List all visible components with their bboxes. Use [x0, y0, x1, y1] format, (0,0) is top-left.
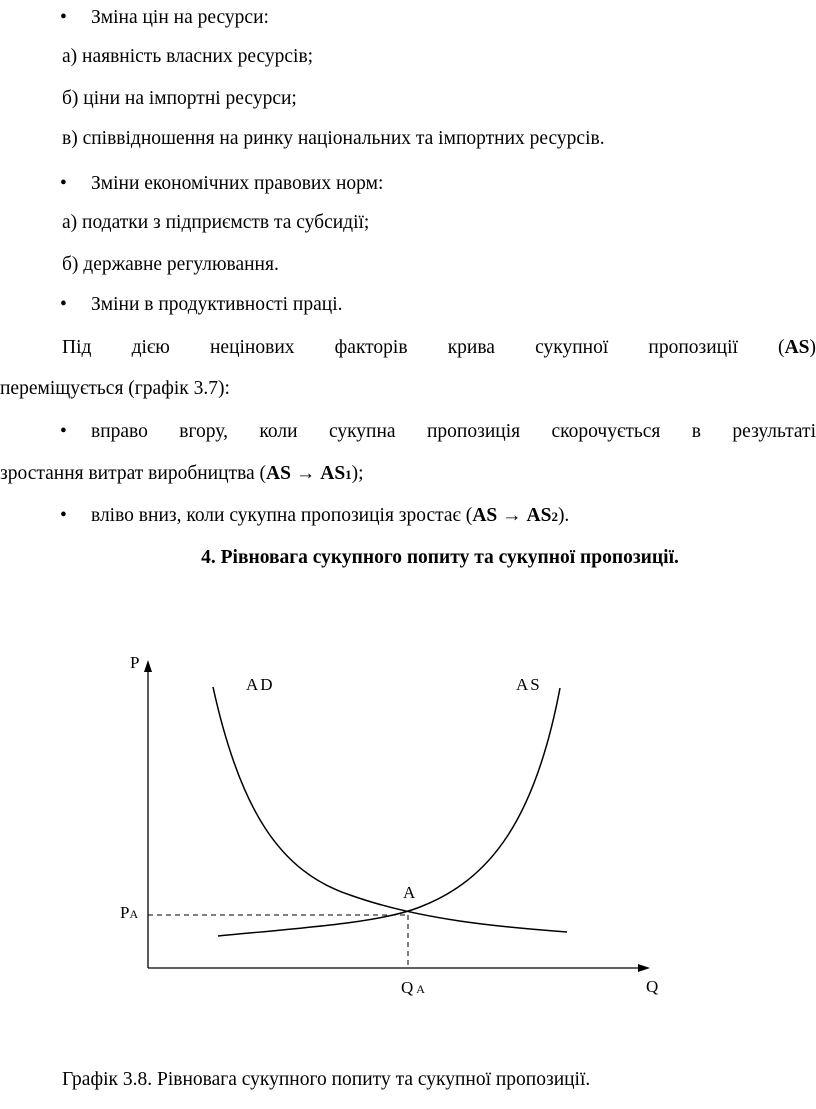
shift-left-text: вліво вниз, коли сукупна пропозиція зростає (	[91, 505, 473, 526]
x-axis-arrow-icon	[638, 964, 650, 972]
as-symbol: AS	[472, 505, 498, 526]
paragraph-close: )	[809, 337, 816, 358]
bullet-shift-right-line-1	[91, 420, 816, 444]
as1-symbol: AS	[320, 463, 346, 484]
as-curve	[218, 688, 560, 936]
list-item-regulation: б) державне регулювання.	[62, 254, 279, 275]
bullet-legal-norms: Зміни економічних правових норм:	[91, 173, 384, 194]
bullet-shift-left	[91, 504, 569, 529]
list-item-import-prices: б) ціни на імпортні ресурси;	[62, 88, 297, 109]
arrow-icon: →	[497, 505, 527, 526]
bullet-dot: •	[60, 173, 67, 194]
bullet-shift-right-text: вправо вгору, коли сукупна пропозиція скорочується в результаті	[91, 421, 816, 442]
shift-right-text: зростання витрат виробництва (	[0, 463, 267, 484]
ad-label: AD	[246, 675, 275, 694]
as1-subscript: 1	[345, 467, 352, 482]
equilibrium-point-label: A	[403, 883, 416, 902]
paragraph-text: Під дією нецінових факторів крива сукупної пропозиції (	[62, 337, 785, 358]
list-item-taxes: а) податки з підприємств та субсидії;	[62, 212, 370, 233]
qa-label: Q A	[401, 978, 425, 997]
bullet-dot: •	[60, 294, 67, 315]
as-symbol: AS	[266, 463, 291, 484]
ad-curve	[213, 687, 567, 932]
paragraph-line-1	[0, 336, 816, 360]
graph-caption: Графік 3.8. Рівновага сукупного попиту та сукупної пропозиції.	[62, 1069, 591, 1090]
shift-right-close: );	[351, 463, 364, 484]
bullet-dot: •	[60, 421, 67, 442]
as-symbol: AS	[784, 337, 810, 358]
y-axis-arrow-icon	[144, 660, 152, 672]
as2-subscript: 2	[551, 509, 558, 524]
bullet-productivity: Зміни в продуктивності праці.	[91, 294, 343, 315]
pa-label: PA	[120, 903, 139, 922]
list-item-ratio: в) співвідношення на ринку національних та імпортних ресурсів.	[62, 128, 605, 149]
bullet-dot: •	[60, 7, 67, 28]
bullet-resource-prices: Зміна цін на ресурси:	[91, 7, 269, 28]
paragraph-line-2: переміщується (графік 3.7):	[0, 378, 230, 399]
as2-symbol: AS	[526, 505, 552, 526]
list-item-own-resources: а) наявність власних ресурсів;	[62, 46, 314, 67]
equilibrium-graph	[0, 620, 816, 1060]
arrow-icon: →	[290, 463, 321, 484]
shift-left-close: ).	[557, 505, 570, 526]
as-label: AS	[516, 675, 542, 694]
bullet-shift-right-line-2	[0, 462, 364, 487]
bullet-dot: •	[60, 505, 67, 526]
y-axis-label: P	[130, 653, 140, 672]
x-axis-label: Q	[646, 977, 659, 996]
section-heading: 4. Рівновага сукупного попиту та сукупної пропозиції.	[201, 547, 679, 568]
